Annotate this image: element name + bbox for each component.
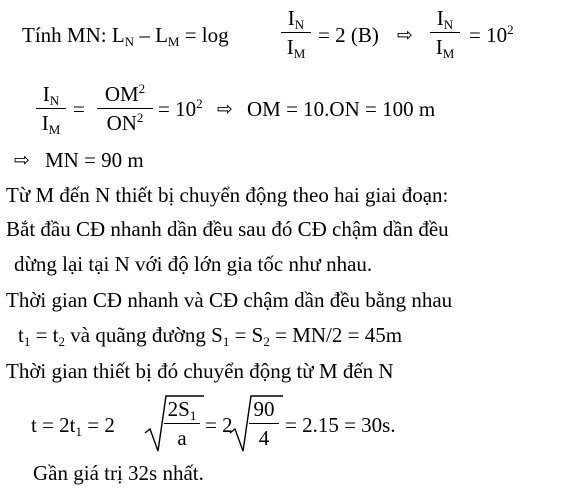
line-2-equals: = (73, 97, 85, 121)
line-8-text: $t_1 = t_2$ và quãng đường $S_1 = S_2 = MN/2 = 45m$ (18, 323, 403, 349)
fraction-om2-over-on2: $OM^2$ $ON^2$ (97, 84, 153, 134)
line-6-text: dừng lại tại N với độ lớn gia tốc như nhau. (14, 252, 373, 276)
line-9-text: Thời gian thiết bị đó chuyển động từ M đến N (6, 359, 394, 383)
line-11-text: Gần giá trị 32s nhất. (33, 461, 204, 485)
line-1-text-e: = $10^2$ (469, 22, 514, 47)
line-3-text: MN = 90 m (45, 148, 144, 172)
line-4-text: Từ M đến N thiết bị chuyển động theo hai giai đoạn: (6, 183, 449, 207)
fraction-in-over-im-1: $I_N$ $I_M$ (281, 8, 311, 58)
line-1-text-a: Tính MN: $L_N - L_M = \log$ (22, 23, 229, 49)
line-7-text: Thời gian CĐ nhanh và CĐ chậm dần đều bằng nhau (6, 288, 453, 312)
line-10-text-a: $t = 2t_1 = 2$ (31, 413, 115, 439)
implies-arrow-icon: ⇨ (217, 98, 233, 120)
line-10-text-d: = 2.15 = 30s. (285, 413, 396, 437)
fraction-in-over-im-2: $I_N$ $I_M$ (430, 8, 460, 58)
line-10-text-c: = 2 (205, 413, 233, 437)
fraction-90-over-4: 90 4 (249, 399, 279, 449)
implies-arrow-icon: ⇨ (14, 149, 30, 171)
line-1-text-d: = 2 (B) (318, 23, 379, 47)
implies-arrow-icon: ⇨ (397, 24, 413, 46)
line-5-text: Bắt đầu CĐ nhanh dần đều sau đó CĐ chậm dần đều (6, 217, 449, 241)
line-2-text-b: = $10^2$ (158, 96, 203, 121)
line-2-text-c: OM = 10.ON = 100 m (247, 97, 436, 121)
fraction-2s1-over-a: $2S_1$ a (164, 399, 200, 449)
fraction-in-over-im-3: $I_N$ $I_M$ (36, 84, 66, 134)
